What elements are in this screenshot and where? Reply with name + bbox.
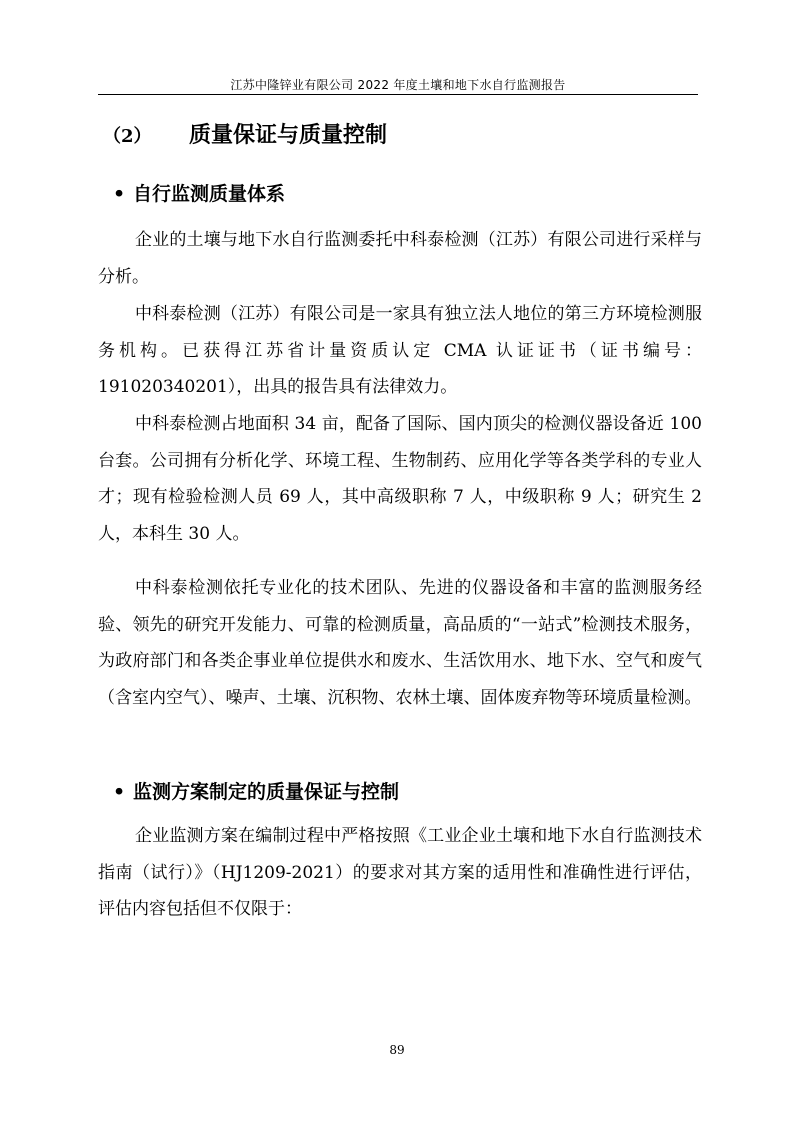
subsection-title: 自行监测质量体系 bbox=[133, 183, 286, 205]
section-title: 质量保证与质量控制 bbox=[189, 122, 388, 148]
header-rule bbox=[98, 94, 698, 95]
page-number: 89 bbox=[389, 1043, 405, 1057]
subsection-heading-plan-qc bbox=[113, 777, 399, 804]
paragraph: 中科泰检测依托专业化的技术团队、先进的仪器设备和丰富的监测服务经验、领先的研究开发能力、可靠的检测质量，高品质的“一站式”检测技术服务，为政府部门和各类企事业单位提供水和废水、生活饮用水、地下水、空气和废气（含室内空气）、噪声、土壤、沉积物、农林土壤、固体废弃物等环境质量检测。 bbox=[98, 578, 702, 709]
paragraph: 企业监测方案在编制过程中严格按照《工业企业土壤和地下水自行监测技术指南（试行）》（HJ1209-2021）的要求对其方案的适用性和准确性进行评估，评估内容包括但不仅限于： bbox=[98, 826, 702, 920]
section-heading bbox=[103, 118, 387, 149]
paragraph: 中科泰检测（江苏）有限公司是一家具有独立法人地位的第三方环境检测服务机构。已获得江苏省计量资质认定 CMA 认证证书（证书编号：191020340201），出具的报告具有法律效力。 bbox=[98, 304, 702, 398]
bullet-icon: • bbox=[113, 183, 126, 205]
paragraph: 企业的土壤与地下水自行监测委托中科泰检测（江苏）有限公司进行采样与分析。 bbox=[98, 230, 702, 287]
subsection-title: 监测方案制定的质量保证与控制 bbox=[133, 781, 400, 803]
subsection-heading-quality-system bbox=[113, 179, 285, 206]
paragraph: 中科泰检测占地面积 34 亩，配备了国际、国内顶尖的检测仪器设备近 100 台套。公司拥有分析化学、环境工程、生物制药、应用化学等各类学科的专业人才；现有检验检测人员 69 人，其中高级职称 7 人，中级职称 9 人；研究生 2 人，本科生 30 人。 bbox=[98, 414, 702, 545]
page-header: 江苏中隆锌业有限公司 2022 年度土壤和地下水自行监测报告 bbox=[230, 78, 566, 92]
section-number: （2） bbox=[103, 126, 152, 147]
bullet-icon: • bbox=[113, 781, 126, 803]
